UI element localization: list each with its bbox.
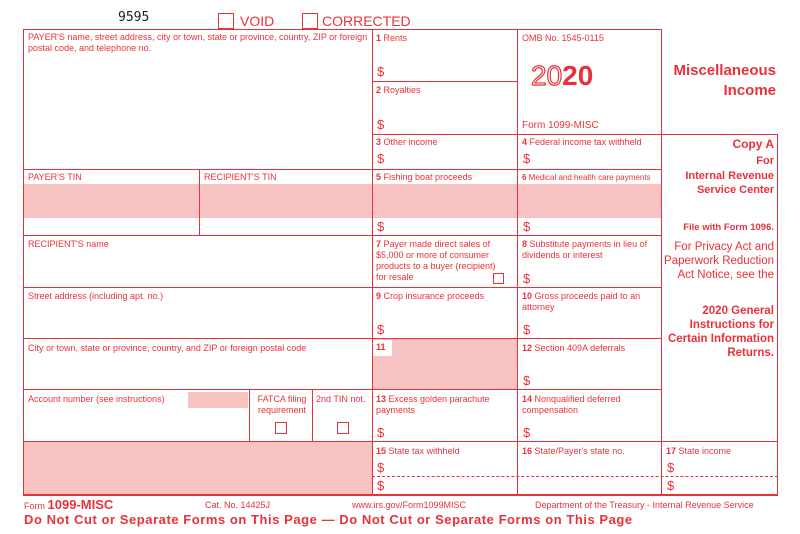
box14-label — [522, 394, 658, 416]
divider — [23, 338, 373, 339]
box11-field — [373, 339, 517, 389]
website: www.irs.gov/Form1099MISC — [352, 500, 467, 510]
box13-number: 13 — [376, 394, 387, 404]
box5-label — [376, 172, 472, 183]
box15-text: State tax withheld — [388, 446, 460, 456]
box1-label — [376, 33, 407, 44]
form-code: 9595 — [118, 10, 150, 25]
box7-label — [376, 239, 498, 283]
frame-top — [23, 29, 661, 30]
box5-shade — [373, 184, 517, 218]
frame-bottom — [23, 494, 778, 496]
box2-text: Royalties — [383, 85, 421, 95]
box13-dollar: $ — [377, 425, 385, 440]
cat-no: Cat. No. 14425J — [205, 500, 271, 510]
divider — [372, 338, 661, 339]
box8-label — [522, 239, 658, 261]
payer-tin-field[interactable] — [24, 184, 199, 218]
void-checkbox[interactable] — [218, 13, 234, 29]
fatca-label: FATCA filing requirement — [257, 394, 307, 415]
box17-text: State income — [678, 446, 732, 456]
title-line1: Miscellaneous — [673, 62, 776, 79]
city-field[interactable] — [24, 355, 371, 388]
divider — [372, 389, 661, 390]
payer-name-label: PAYER'S name, street address, city or town, state or province, country, ZIP or foreign postal code, and telephone no. — [28, 32, 368, 53]
box7-checkbox[interactable] — [493, 273, 504, 284]
box10-dollar: $ — [523, 322, 531, 337]
box7-text: Payer made direct sales of $5,000 or more of consumer products to a buyer (recipient) for resale — [376, 239, 496, 282]
box1-text: Rents — [383, 33, 408, 43]
box14-dollar: $ — [523, 425, 531, 440]
divider — [23, 169, 373, 170]
box5-dollar: $ — [377, 219, 385, 234]
col-divider-2 — [517, 29, 518, 495]
recipient-name-label: RECIPIENT'S name — [28, 239, 109, 249]
box6-dollar: $ — [523, 219, 531, 234]
box15-dollar-2: $ — [377, 478, 385, 493]
omb-number: OMB No. 1545-0115 — [522, 33, 604, 43]
box9-text: Crop insurance proceeds — [383, 291, 485, 301]
divider — [199, 169, 200, 235]
file-with: File with Form 1096. — [683, 222, 774, 233]
divider — [372, 441, 778, 442]
year-prefix: 20 — [531, 60, 563, 91]
form-name-small: Form 1099-MISC — [522, 120, 599, 131]
box6-shade — [518, 184, 661, 218]
box11-number: 11 — [373, 340, 392, 356]
box2-number: 2 — [376, 85, 382, 95]
box17-label — [666, 446, 731, 457]
box3-text: Other income — [383, 137, 438, 147]
box12-label — [522, 343, 625, 354]
box2-label — [376, 85, 421, 96]
box9-dollar: $ — [377, 322, 385, 337]
divider — [372, 134, 778, 135]
box3-number: 3 — [376, 137, 382, 147]
state-area-shade — [24, 441, 372, 494]
box1-dollar: $ — [377, 64, 385, 79]
copy-a: Copy A — [732, 137, 774, 151]
recipient-tin-label: RECIPIENT'S TIN — [204, 172, 277, 182]
box10-text: Gross proceeds paid to an attorney — [522, 291, 641, 312]
city-label: City or town, state or province, country, and ZIP or foreign postal code — [28, 343, 307, 353]
recipient-tin-field[interactable] — [200, 184, 372, 218]
second-tin-checkbox[interactable] — [337, 422, 349, 434]
box4-label — [522, 137, 642, 148]
corrected-label: CORRECTED — [322, 13, 411, 29]
fatca-checkbox[interactable] — [275, 422, 287, 434]
year-suffix: 20 — [562, 60, 594, 91]
box14-number: 14 — [522, 394, 533, 404]
box15-dollar-1: $ — [377, 460, 385, 475]
divider — [372, 287, 661, 288]
box16-text: State/Payer's state no. — [534, 446, 625, 456]
box5-text: Fishing boat proceeds — [383, 172, 473, 182]
divider — [249, 389, 250, 441]
box8-number: 8 — [522, 239, 528, 249]
box17-dollar-2: $ — [667, 478, 675, 493]
recipient-name-field[interactable] — [24, 251, 371, 286]
divider — [372, 81, 517, 82]
divider — [23, 287, 373, 288]
privacy-notice: For Privacy Act and Paperwork Reduction Act Notice, see the — [664, 241, 774, 281]
box4-number: 4 — [522, 137, 528, 147]
box4-text: Federal income tax withheld — [529, 137, 642, 147]
divider — [23, 235, 373, 236]
department: Department of the Treasury - Internal Revenue Service — [535, 500, 754, 510]
box5-number: 5 — [376, 172, 382, 182]
divider-dashed — [372, 476, 778, 477]
box10-number: 10 — [522, 291, 533, 301]
copy-irs: Internal Revenue Service Center — [685, 170, 774, 196]
do-not-cut-notice: Do Not Cut or Separate Forms on This Page — Do Not Cut or Separate Forms on This Page — [24, 512, 633, 527]
box6-text: Medical and health care payments — [528, 173, 651, 182]
box3-dollar: $ — [377, 151, 385, 166]
payer-name-field[interactable] — [24, 56, 371, 168]
account-label: Account number (see instructions) — [28, 394, 165, 404]
box12-text: Section 409A deferrals — [534, 343, 626, 353]
divider — [372, 235, 661, 236]
divider — [23, 389, 373, 390]
box4-dollar: $ — [523, 151, 531, 166]
box9-number: 9 — [376, 291, 382, 301]
box8-dollar: $ — [523, 271, 531, 286]
box14-text: Nonqualified deferred compensation — [522, 394, 621, 415]
divider — [23, 441, 373, 442]
second-tin-label: 2nd TIN not. — [316, 394, 366, 404]
box17-number: 17 — [666, 446, 677, 456]
void-label: VOID — [240, 13, 275, 29]
payer-tin-label: PAYER'S TIN — [28, 172, 82, 182]
box7-number: 7 — [376, 239, 382, 249]
account-shade — [188, 392, 248, 408]
general-instructions: 2020 General Instructions for Certain Information Returns. — [667, 305, 774, 359]
footer-form-prefix: Form — [24, 501, 45, 511]
box12-number: 12 — [522, 343, 533, 353]
divider — [372, 169, 661, 170]
account-field[interactable] — [24, 408, 248, 440]
street-label: Street address (including apt. no.) — [28, 291, 164, 301]
box13-text: Excess golden parachute payments — [376, 394, 490, 415]
box15-number: 15 — [376, 446, 387, 456]
footer-form — [24, 498, 113, 513]
corrected-checkbox[interactable] — [302, 13, 318, 29]
title-line2: Income — [723, 82, 776, 99]
box6-label — [522, 172, 651, 183]
copy-for: For — [756, 155, 774, 167]
box17-dollar-1: $ — [667, 460, 675, 475]
col-divider-1 — [372, 29, 373, 495]
box13-label — [376, 394, 512, 416]
box3-label — [376, 137, 438, 148]
box9-label — [376, 291, 484, 302]
box1-number: 1 — [376, 33, 382, 43]
box12-dollar: $ — [523, 373, 531, 388]
divider — [777, 134, 778, 495]
box16-label — [522, 446, 625, 457]
box8-text: Substitute payments in lieu of dividends or interest — [522, 239, 648, 260]
divider — [312, 389, 313, 441]
footer-form-name: 1099-MISC — [47, 497, 114, 512]
box16-number: 16 — [522, 446, 533, 456]
box2-dollar: $ — [377, 117, 385, 132]
box15-label — [376, 446, 460, 457]
street-field[interactable] — [24, 303, 371, 337]
box6-number: 6 — [522, 173, 527, 182]
box10-label — [522, 291, 658, 313]
tax-year — [531, 60, 593, 92]
